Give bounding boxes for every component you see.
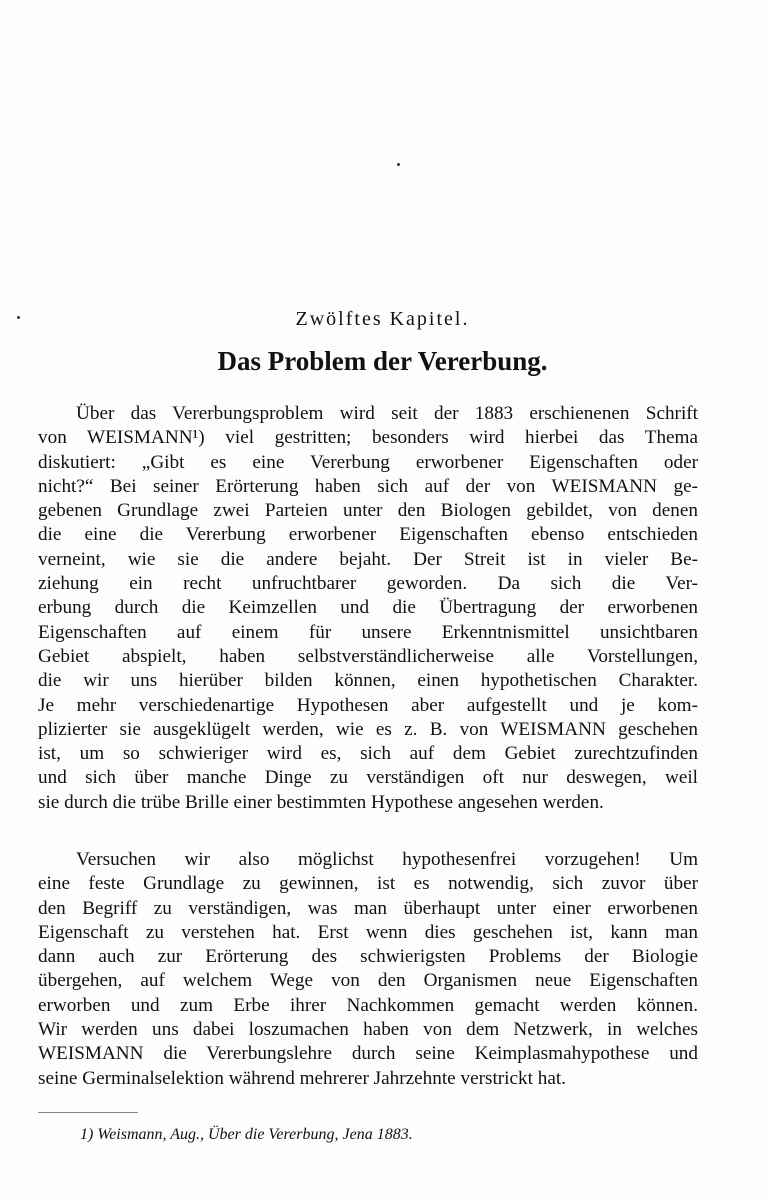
paragraph-1	[38, 402, 698, 815]
chapter-title: Das Problem der Vererbung.	[217, 346, 548, 376]
text-line: diskutiert: „Gibt es eine Vererbung erworbener Eigenschaften oder	[38, 451, 698, 473]
text-line: Eigenschaften auf einem für unsere Erkenntnismittel unsichtbaren	[38, 621, 698, 643]
text-line: Wir werden uns dabei loszumachen haben von dem Netzwerk, in welches	[38, 1019, 698, 1041]
text-line: plizierter sie ausgeklügelt werden, wie es z. B. von WEISMANN geschehen	[38, 718, 698, 740]
text-line: Eigenschaft zu verstehen hat. Erst wenn dies geschehen ist, kann man	[38, 921, 698, 943]
text-line: Über das Vererbungsproblem wird seit der 1883 erschienenen Schrift	[76, 403, 698, 424]
text-line: übergehen, auf welchem Wege von den Organismen neue Eigenschaften	[38, 970, 698, 992]
text-line: gebenen Grundlage zwei Parteien unter den Biologen gebildet, von denen	[38, 500, 698, 522]
text-line: nicht?“ Bei seiner Erörterung haben sich auf der von WEISMANN ge-	[38, 475, 698, 497]
text-line: WEISMANN die Vererbungslehre durch seine Keimplasmahypothese und	[38, 1043, 698, 1065]
text-line: Versuchen wir also möglichst hypothesenfrei vorzugehen! Um	[76, 849, 698, 870]
text-line: von WEISMANN¹) viel gestritten; besonders wird hierbei das Thema	[38, 427, 698, 449]
text-line: Gebiet abspielt, haben selbstverständlicherweise alle Vorstellungen,	[38, 645, 698, 667]
footnote-divider	[38, 1112, 138, 1113]
text-line: die wir uns hierüber bilden können, einen hypothetischen Charakter.	[38, 670, 698, 692]
scan-speck	[397, 163, 400, 166]
text-line: verneint, wie sie die andere bejaht. Der Streit ist in vieler Be-	[38, 548, 698, 570]
text-line: eine feste Grundlage zu gewinnen, ist es notwendig, sich zuvor über	[38, 873, 698, 895]
paragraph-2	[38, 848, 698, 1091]
text-line: sie durch die trübe Brille einer bestimmten Hypothese angesehen werden.	[38, 791, 604, 813]
text-line: dann auch zur Erörterung des schwierigsten Problems der Biologie	[38, 946, 698, 968]
text-line: die eine die Vererbung erworbener Eigenschaften ebenso entschieden	[38, 524, 698, 546]
text-line: erworben und zum Erbe ihrer Nachkommen gemacht werden können.	[38, 994, 698, 1016]
text-line: seine Germinalselektion während mehrerer Jahrzehnte verstrickt hat.	[38, 1067, 566, 1089]
footnote: 1) Weismann, Aug., Über die Vererbung, Jena 1883.	[80, 1126, 413, 1143]
text-line: und sich über manche Dinge zu verständigen oft nur deswegen, weil	[38, 767, 698, 789]
text-line: erbung durch die Keimzellen und die Übertragung der erworbenen	[38, 597, 698, 619]
text-line: den Begriff zu verständigen, was man überhaupt unter einer erworbenen	[38, 897, 698, 919]
text-line: ziehung ein recht unfruchtbarer geworden. Da sich die Ver-	[38, 573, 698, 595]
chapter-label: Zwölftes Kapitel.	[295, 308, 470, 330]
text-line: Je mehr verschiedenartige Hypothesen aber aufgestellt und je kom-	[38, 694, 698, 716]
text-line: ist, um so schwieriger wird es, sich auf dem Gebiet zurechtzufinden	[38, 743, 698, 765]
